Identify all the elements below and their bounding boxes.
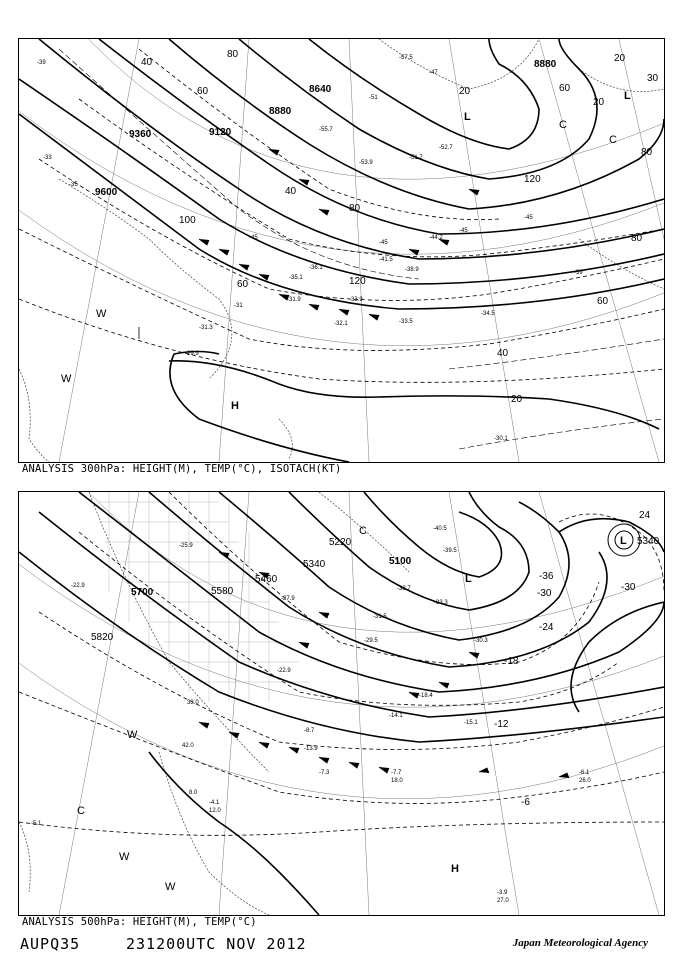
temp-label-group: [37, 55, 583, 442]
map-300hpa: [18, 38, 665, 463]
high-center: H: [231, 400, 239, 412]
map-500hpa: [18, 491, 665, 916]
height-label: 5220: [329, 537, 352, 548]
temp-label: -31.9: [287, 297, 301, 303]
obs-label: -13.9: [304, 746, 318, 752]
isotach-label: 40: [497, 348, 509, 359]
height-label: 5700: [131, 587, 154, 598]
temp-label: -39: [574, 270, 583, 276]
height-label: 5100: [389, 556, 412, 567]
obs-label: -6.1: [579, 770, 590, 776]
isotach-label: 40: [285, 186, 297, 197]
obs-label: -22.9: [277, 668, 291, 674]
height-label: 9360: [129, 129, 152, 140]
warm-center: W: [119, 851, 130, 863]
cold-center: C: [359, 525, 367, 537]
temp-contour-label: -30: [621, 582, 636, 593]
warm-center: W: [127, 729, 138, 741]
obs-label: -25.9: [179, 543, 193, 549]
temp-label: -51: [369, 95, 378, 101]
isotach-label: 20: [614, 53, 626, 64]
height-label: 9120: [209, 127, 232, 138]
isotach-label: 20: [459, 86, 471, 97]
obs-label: -29.5: [364, 638, 378, 644]
isotach-label: 80: [641, 147, 653, 158]
obs-label: -8.7: [304, 728, 315, 734]
height-label: 5580: [211, 586, 234, 597]
warm-center: W: [96, 308, 107, 320]
temp-label: -53.9: [359, 160, 373, 166]
temp-contour-label: -18: [504, 656, 519, 667]
cold-center: C: [77, 805, 85, 817]
temp-label: -45: [459, 228, 468, 234]
map-300hpa-canvas: [19, 39, 664, 462]
temp-contour-label: -12: [494, 719, 509, 730]
obs-label: -18.4: [419, 693, 433, 699]
temp-label: -45: [524, 215, 533, 221]
height-label-group: [91, 536, 660, 643]
obs-label: -15.1: [464, 720, 478, 726]
temp-label: -45: [379, 240, 388, 246]
obs-label-group: [31, 526, 591, 904]
obs-label: 33.0: [187, 700, 199, 706]
temp-label: -52.7: [439, 145, 453, 151]
height-label: 8640: [309, 84, 332, 95]
isotach-label: 20: [511, 394, 523, 405]
obs-label: 12.0: [209, 808, 221, 814]
obs-label: 18.0: [391, 778, 403, 784]
isotachs: [59, 49, 664, 449]
temp-label: -57.5: [399, 55, 413, 61]
product-code: AUPQ35: [20, 935, 81, 953]
high-center: H: [451, 863, 459, 875]
temp-label: -38.9: [405, 267, 419, 273]
temp-label: -39: [37, 60, 46, 66]
low-center: L: [624, 90, 631, 102]
isotach-label: 120: [349, 276, 366, 287]
isotach-label: 60: [237, 279, 249, 290]
isotach-label: 40: [141, 57, 153, 68]
obs-label: 27.0: [497, 898, 509, 904]
cold-center: C: [609, 134, 617, 146]
obs-label: -27.9: [281, 596, 295, 602]
temp-label: -45: [249, 235, 258, 241]
isotherms: [19, 49, 664, 382]
obs-label: 8.0: [189, 790, 198, 796]
temp-label: -33.9: [349, 297, 363, 303]
coastline: [19, 492, 409, 915]
isotach-label: 20: [593, 97, 605, 108]
low-center: L: [620, 535, 627, 547]
isotach-label: 30: [647, 73, 659, 84]
isotach-label: 100: [179, 215, 196, 226]
temp-contour-label-group: [494, 510, 651, 808]
height-label: 5820: [91, 632, 114, 643]
temp-contour-label: 24: [639, 510, 651, 521]
temp-label: -41.5: [379, 257, 393, 263]
temp-contour-label: -24: [539, 622, 554, 633]
valid-time: 231200UTC NOV 2012: [126, 935, 307, 953]
obs-label: -7.7: [391, 770, 402, 776]
temp-label: -31.3: [199, 325, 213, 331]
obs-label: -31.5: [373, 614, 387, 620]
temp-label: -29.9: [185, 351, 199, 357]
obs-label: -5.1: [31, 821, 42, 827]
graticule: [19, 39, 664, 462]
isotach-label: 80: [631, 233, 643, 244]
low-center: L: [465, 573, 472, 585]
height-label: 8880: [534, 59, 557, 70]
panel-500-caption: ANALYSIS 500hPa: HEIGHT(M), TEMP(°C): [22, 916, 257, 928]
temp-contour-label: -6: [521, 797, 530, 808]
obs-label: -40.5: [433, 526, 447, 532]
obs-label: -30.3: [474, 638, 488, 644]
obs-label: 26.0: [579, 778, 591, 784]
height-contours: [19, 39, 664, 462]
isotach-label: 60: [597, 296, 609, 307]
temp-label: -44.2: [429, 235, 443, 241]
low-center: L: [464, 111, 471, 123]
panel-300-caption: ANALYSIS 300hPa: HEIGHT(M), TEMP(°C), ISOTACH(KT): [22, 463, 342, 475]
height-label: 5340: [303, 559, 326, 570]
temp-label: -55.7: [319, 127, 333, 133]
temp-label: -47: [429, 70, 438, 76]
warm-center: W: [61, 373, 72, 385]
obs-label: -14.1: [389, 713, 403, 719]
obs-label: -4.1: [209, 800, 220, 806]
isotach-label: 80: [349, 203, 361, 214]
temp-label: -31: [234, 303, 243, 309]
temp-label: -36.1: [309, 265, 323, 271]
obs-label: -7.3: [319, 770, 330, 776]
height-label: 9600: [95, 187, 118, 198]
warm-center: W: [165, 881, 176, 893]
temp-label: -35: [69, 182, 78, 188]
height-contours: [19, 492, 664, 915]
height-label: 5460: [255, 574, 278, 585]
temp-label: -33: [43, 155, 52, 161]
map-500hpa-canvas: [19, 492, 664, 915]
coastline: [19, 39, 664, 462]
temp-label: -35.1: [289, 275, 303, 281]
height-label: 5340: [637, 536, 660, 547]
cold-center: C: [559, 119, 567, 131]
height-label: 8880: [269, 106, 292, 117]
obs-label: -38.7: [397, 586, 411, 592]
obs-label: -39.5: [443, 548, 457, 554]
temp-label: -30.1: [494, 436, 508, 442]
temp-label: -51.7: [409, 155, 423, 161]
obs-label: -33.3: [434, 600, 448, 606]
obs-label: -22.9: [71, 583, 85, 589]
obs-label: 42.0: [182, 743, 194, 749]
temp-contour-label: -30: [537, 588, 552, 599]
isotach-label: 80: [227, 49, 239, 60]
isotach-label: 60: [559, 83, 571, 94]
isotach-label: 120: [524, 174, 541, 185]
temp-label: -32.1: [334, 321, 348, 327]
agency-name: Japan Meteorological Agency: [512, 937, 648, 949]
isotach-label: 60: [197, 86, 209, 97]
obs-label: -3.9: [497, 890, 508, 896]
temp-contour-label: -36: [539, 571, 554, 582]
temp-label: -33.5: [399, 319, 413, 325]
temp-label: -34.5: [481, 311, 495, 317]
